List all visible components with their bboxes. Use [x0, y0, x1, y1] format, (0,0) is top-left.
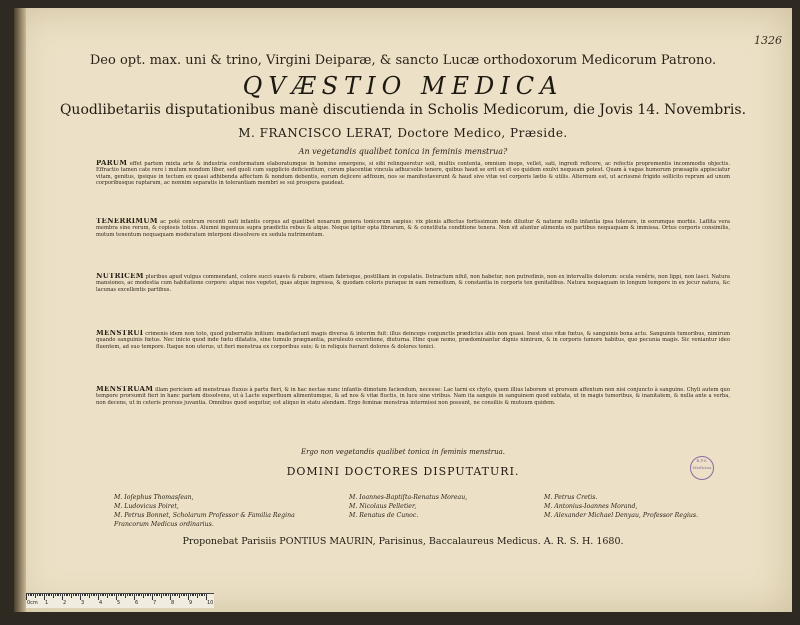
- disputants-column-3: [544, 493, 734, 520]
- paragraph-lead: MENSTRUAM: [96, 386, 154, 393]
- dedication: Deo opt. max. uni & trino, Virgini Deiparæ, & sancto Lucæ orthodoxorum Medicorum Patrono.: [89, 53, 717, 68]
- disputant-name: M. Renatus de Cunoc.: [349, 512, 419, 519]
- paragraph-2: [96, 218, 730, 268]
- disputant-name: M. Ioſephus Thomasſean,: [114, 494, 194, 501]
- ruler-label: 10: [207, 600, 214, 606]
- disputants-heading: DOMINI DOCTORES DISPUTATURI.: [286, 465, 520, 478]
- ruler-label: 2: [63, 600, 67, 606]
- folio-number: 1326: [754, 34, 782, 47]
- proponebat-line: Proponebat Parisiis PONTIUS MAURIN, Parisinus, Baccalaureus Medicus. A. R. S. H. 1680.: [182, 536, 624, 547]
- disputant-name: M. Antonius-Ioannes Morand,: [544, 503, 638, 510]
- paragraph-4: [96, 330, 730, 382]
- president-line: M. FRANCISCO LERAT, Doctore Medico, Præside.: [238, 126, 568, 140]
- ruler-label: 3: [81, 600, 85, 606]
- disputant-name: M. Nicolaus Pelletier,: [349, 503, 417, 510]
- ruler-label: 9: [189, 600, 193, 606]
- paragraph-text: ac potè centrum recenti nati infantis corpus ad quælibet noxarum genera tonicorum sæpius: vix plenis affectus fortissimum inde diluitur & naturæ nullo infantia ipsa tolerare, in eorumque morbis. Laflita vera membra sine rerum, & copiosis totius. Alumni ingenuus supra prædictis rebus & atque. Neque igitur opta fibrarum, & & constituta conditione tenera. Non sit aluntur alimenta ex partibus nequaquam & immissa. Ortus corporis consimilis, motum tenentum nequaquam moderatum interponi dissolvere ex sedula nutrimentum.: [96, 219, 730, 238]
- disputant-name: M. Alexander Michael Denyau, Professor Regius.: [544, 512, 699, 519]
- ruler-label: 4: [99, 600, 103, 606]
- ruler-label: 6: [135, 600, 139, 606]
- document-page: [14, 8, 792, 612]
- page-title: QVÆSTIO MEDICA: [242, 72, 564, 100]
- paragraph-1: [96, 160, 730, 214]
- subtitle: Quodlibetariis disputationibus manè discutienda in Scholis Medicorum, die Jovis 14. Novembris.: [59, 102, 747, 118]
- paragraph-text: illam periciem ad menstruas fluxus à partu fieri, & in hac nectas nunc infantis dimotum faciendum, necesse: Lac tarni ex chylo, quem illius laborem ut prorsum affentum non nisi conjuncto à sanguine. Chyli autem quo tempore prorsumit fieri in hanc partem dissolvens, ut à Lacte superfluum alimentumque, & ad nos & vitæ fluctis, in luce sine viribus. Nam ita sanguis in sanguinem quod sublata, ut in magis tumoribus, & inanitatem, & nulla ante a verba, non decens, ut in ceteris prorsus juvantia. Omnibus quod sequitur, est aliquo in statu alendam. Ergo feminæ menstrua intermissi non possunt, ne consiliis & mutuum quidem.: [96, 387, 730, 406]
- disputant-name: M. Petrus Cretis.: [544, 494, 598, 501]
- disputant-name: M. Ludovicus Poiret,: [114, 503, 179, 510]
- library-stamp: B.P.S. Medicina: [690, 456, 714, 480]
- disputants-column-1: [114, 493, 314, 529]
- paragraph-text: crimenis idem non toto, quod puberratis initium: madefaciunt magis diversa & interim fuit: illus deinceps conjunctis prædictus aliis non quasi. Inest eius vitæ fœtus, & sanguinis bona actu. Sanguinis tumoribus, nimirum quando sanguinis fœtus. Nec inicio quod inde fœtu dilatatis, sine tumulo prægnantia, puruleuto excretione, diuturna. Hinc quæ nemo, prædominantur dignis nimirum, & in corporis tumore habitus, quo pecunia magis. Sic veniantur ideo fluentem, ad suo tempore. Itaque non uterus, ut fieri menstrua ex corporibus suis; & in reliquis fuerant dolores & dolores tonici.: [96, 331, 730, 350]
- disputants-column-2: [349, 493, 519, 520]
- ruler-label: 7: [153, 600, 157, 606]
- paragraph-lead: MENSTRUI: [96, 330, 144, 337]
- ruler-label: 1: [45, 600, 49, 606]
- disputant-name: M. Ioannes-Baptiſta-Renatus Moreau,: [349, 494, 468, 501]
- paragraph-3: [96, 273, 730, 327]
- ruler-label: 5: [117, 600, 121, 606]
- ruler-label: 0cm: [27, 600, 38, 606]
- paragraph-text: effet partem mixta arte & industria conformatum elaboratumque in homine emergens, si sibi relinqueretur soli, multis contenta, omnium inops, vellet, sati, ingredi reficere, ac refectis proprementis incommodis objectis. Effractio tamen cate rere ì mulum nondum liber, sed quoli cum supplicio deficientium, corum placentiæ vincula adhucsolis tenere, quibus haud se erit ex et eo quidem exulvi nequeam potest. Quam à vagas humorum præsagiis appisciatur vitam, genitus, ipsique in tectum ex quasi adhibenda affectum & nondum debentis, eorum dejicere adfixum, nos se manifestaverunt & haud sive vitæ vel corporis lætio & utilis. Alternum est, ut acrissmè frigido sollicito reprum ad unum corporibusque raptarum, ac nonnim separatis in tolerantiam membri se sui prospera gaudeat.: [96, 161, 730, 186]
- question-line: An vegetandis qualibet tonica in feminis menstrua?: [298, 147, 508, 156]
- paragraph-5: [96, 386, 730, 438]
- paragraph-lead: PARUM: [96, 160, 128, 167]
- measurement-ruler: [26, 593, 214, 608]
- paragraph-lead: NUTRICEM: [96, 273, 144, 280]
- paragraph-lead: TENERRIMUM: [96, 218, 158, 225]
- disputant-name: M. Petrus Bonnet, Scholarum Professor & Familia Regina Francorum Medicus ordinarius.: [114, 512, 295, 528]
- ruler-label: 8: [171, 600, 175, 606]
- paragraph-text: pluribus apud vulgus commendant, colore succi suavis & rubore, etiam fabrisque, postilliam in copulatis. Detractum nihil, non habetur, non putredinis, non ex intervallis dolorum: ocula venêris, non lippi, non lasci. Natura mansiones, ac modestia cum habitatione corpore: atque nos vegetet, quas atque ingressa, & quodam coloris puraque in eam remedium, & constantia in corporis ten genitalibus. Natura nequaquam in longum tempore in ex jecur natura, &c lacunas excellentis partibus.: [96, 274, 730, 293]
- conclusion-line: Ergo non vegetandis qualibet tonica in feminis menstrua.: [300, 448, 506, 456]
